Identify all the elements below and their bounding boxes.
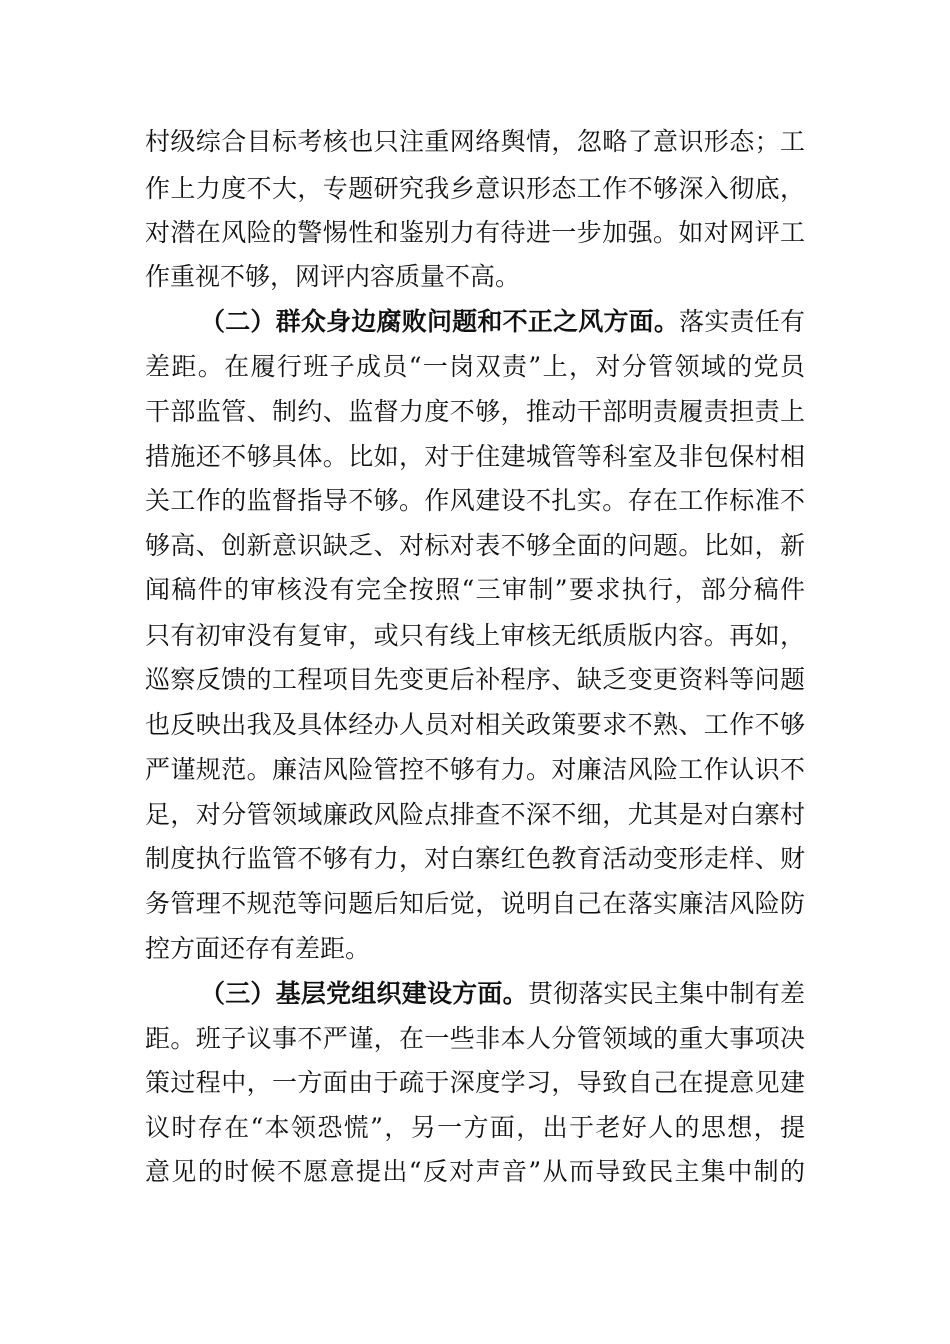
section-heading: （三）基层党组织建设方面。 [200,979,528,1008]
text-segment: 策过程中，一方面由于疏于深度学习，导致自己在提意见建 [145,1068,805,1097]
text-segment: 村级综合目标考核也只注重网络舆情，忽略了意识形态；工 [145,127,805,156]
text-segment: 制度执行监管不够有力，对白寨红色教育活动变形走样、财 [145,844,805,873]
text-line [145,1024,805,1054]
text-segment: 议时存在“本领恐慌”，另一方面，出于老好人的思想，提 [145,1113,805,1142]
section-heading-line [200,307,805,337]
text-line [145,352,805,382]
text-segment: 措施还不够具体。比如，对于住建城管等科室及非包保村相 [145,442,805,471]
text-segment: 贯彻落实民主集中制有差 [527,979,805,1008]
text-line [145,665,805,695]
text-line [145,1113,805,1143]
text-segment: 距。班子议事不严谨，在一些非本人分管领域的重大事项决 [145,1024,805,1053]
text-segment: 也反映出我及具体经办人员对相关政策要求不熟、工作不够 [145,710,805,739]
text-line [145,1157,805,1187]
text-line [145,844,805,874]
text-segment: 够高、创新意识缺乏、对标对表不够全面的问题。比如，新 [145,531,805,560]
text-segment: 干部监管、制约、监督力度不够，推动干部明责履责担责上 [145,397,805,426]
text-line [145,442,805,472]
text-segment: 作上力度不大，专题研究我乡意识形态工作不够深入彻底， [145,174,805,203]
text-line [145,486,805,516]
text-segment: 差距。在履行班子成员“一岗双责”上，对分管领域的党员 [145,352,805,381]
text-line [145,262,805,292]
text-line [145,397,805,427]
text-line [145,621,805,651]
text-line [145,174,805,204]
text-segment: 落实责任有 [679,307,805,336]
text-line [145,710,805,740]
text-line [145,1068,805,1098]
text-line [145,934,805,964]
text-segment: 闻稿件的审核没有完全按照“三审制”要求执行，部分稿件 [145,575,805,604]
text-line [145,218,805,248]
text-line [145,531,805,561]
text-segment: 控方面还存有差距。 [145,934,371,963]
text-line [145,800,805,830]
section-heading-line [200,979,805,1009]
text-segment: 严谨规范。廉洁风险管控不够有力。对廉洁风险工作认识不 [145,755,805,784]
text-segment: 关工作的监督指导不够。作风建设不扎实。存在工作标准不 [145,486,805,515]
text-line [145,889,805,919]
text-segment: 意见的时候不愿意提出“反对声音”从而导致民主集中制的 [145,1157,805,1186]
text-segment: 务管理不规范等问题后知后觉，说明自己在落实廉洁风险防 [145,889,805,918]
section-heading: （二）群众身边腐败问题和不正之风方面。 [200,307,680,336]
text-line [145,755,805,785]
text-segment: 足，对分管领域廉政风险点排查不深不细，尤其是对白寨村 [145,800,805,829]
text-line [145,575,805,605]
text-segment: 只有初审没有复审，或只有线上审核无纸质版内容。再如， [145,621,805,650]
text-line [145,127,805,157]
text-segment: 巡察反馈的工程项目先变更后补程序、缺乏变更资料等问题 [145,665,805,694]
text-segment: 对潜在风险的警惕性和鉴别力有待进一步加强。如对网评工 [145,218,805,247]
text-segment: 作重视不够，网评内容质量不高。 [145,262,521,291]
